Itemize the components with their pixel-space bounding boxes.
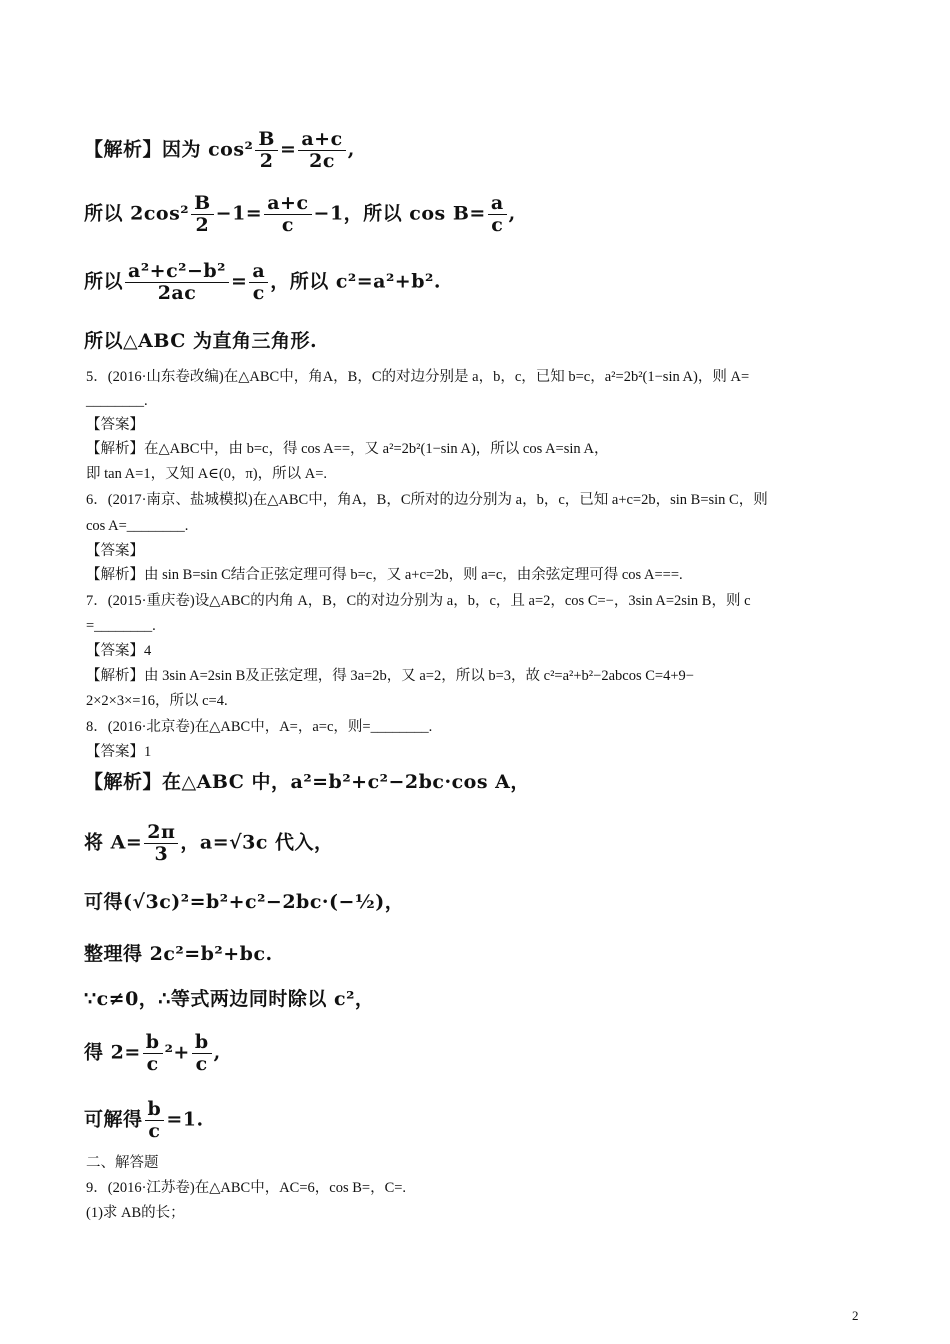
bold-line-5: 【解析】在△ABC 中，a²=b²+c²−2bc·cos A， [84,771,530,793]
fraction-den: c [195,1053,208,1075]
fraction-num: a+c [264,194,311,215]
bold-text: , [508,202,516,225]
fraction-num: 2π [144,823,178,844]
text-line: 【答案】1 [86,744,152,760]
bold-text: 得 2= [84,1041,141,1064]
bold-line-9: ∵c≠0，∴等式两边同时除以 c²， [84,988,375,1010]
text-line: 即 tan A=1，又知 A∈(0，π)，所以 A=. [86,466,328,482]
fraction-num: a [249,262,268,283]
bold-line-6 [84,823,334,864]
fraction-den: c [281,214,294,236]
bold-text: ²+ [164,1041,190,1064]
fraction [488,194,507,235]
text-line: =________. [86,618,156,634]
bold-line-7: 可得(√3c)²=b²+c²−2bc·(−½)， [84,891,405,913]
bold-line-10 [84,1033,221,1074]
text-line: (1)求 AB的长； [86,1205,185,1221]
section-heading: 二、解答题 [86,1155,159,1171]
fraction-den: 2 [259,150,274,172]
text-line: 2×2×3×=16，所以 c=4. [86,693,228,709]
fraction-den: c [148,1120,161,1142]
text-line: 【解析】由 3sin A=2sin B及正弦定理，得 3a=2b，又 a=2，所以 b=3，故 c²=a²+b²−2abcos C=4+9− [86,668,694,684]
fraction-den: 2c [309,150,335,172]
bold-text: 将 A= [84,831,143,854]
text-line: 6．(2017·南京、盐城模拟)在△ABC中，角A，B，C所对的边分别为 a，b，c，已知 a+c=2b，sin B=sin C，则 [86,492,768,508]
fraction-num: b [192,1033,212,1054]
text-line: cos A=________. [86,518,189,534]
fraction [125,262,229,303]
text-line: 9．(2016·江苏卷)在△ABC中，AC=6，cos B=，C=. [86,1180,407,1196]
fraction [143,1033,163,1074]
bold-text: 【解析】因为 cos² [84,138,254,161]
bold-line-2 [84,194,516,235]
text-line: 【解析】由 sin B=sin C结合正弦定理可得 b=c，又 a+c=2b，则 a=c，由余弦定理可得 cos A===. [86,567,683,583]
bold-text: = [279,138,297,161]
fraction [298,130,345,171]
bold-text: 可解得 [84,1108,143,1131]
fraction-num: a²+c²−b² [125,262,229,283]
bold-line-11 [84,1100,204,1141]
bold-text: =1. [166,1108,204,1131]
fraction-den: 2 [195,214,210,236]
fraction [249,262,268,303]
fraction-den: c [146,1053,159,1075]
fraction-den: 3 [154,843,169,865]
text-line: 【答案】 [86,543,144,559]
fraction-den: 2ac [157,282,197,304]
fraction-num: a+c [298,130,345,151]
text-line: 【答案】 [86,417,144,433]
fraction [255,130,278,171]
text-line: 5．(2016·山东卷改编)在△ABC中，角A，B，C的对边分别是 a，b，c，已知 b=c，a²=2b²(1−sin A)，则 A= [86,369,750,385]
fraction-num: b [143,1033,163,1054]
fraction [145,1100,165,1141]
text-line: 7．(2015·重庆卷)设△ABC的内角 A，B，C的对边分别为 a，b，c，且 a=2，cos C=−，3sin A=2sin B，则 c [86,593,751,609]
text-line: 【解析】在△ABC中，由 b=c，得 cos A==，又 a²=2b²(1−sin A)，所以 cos A=sin A， [86,441,609,457]
bold-text: 所以 2cos² [84,202,190,225]
fraction [192,1033,212,1074]
text-line: ________. [86,393,148,409]
bold-line-1 [84,130,355,171]
fraction-num: b [145,1100,165,1121]
text-line: 8．(2016·北京卷)在△ABC中，A=，a=c，则=________. [86,719,433,735]
bold-line-4: 所以△ABC 为直角三角形. [84,330,318,352]
bold-text: ，a=√3c 代入， [180,831,334,854]
bold-text: 所以 [84,270,124,293]
bold-line-3 [84,262,441,303]
bold-text: = [231,270,248,293]
fraction [191,194,214,235]
bold-line-8: 整理得 2c²=b²+bc. [84,943,273,965]
text-line: 【答案】4 [86,643,152,659]
fraction-num: a [488,194,507,215]
bold-text: , [213,1041,221,1064]
bold-text: , [347,138,355,161]
page-number: 2 [852,1308,859,1323]
fraction-num: B [255,130,278,151]
fraction-den: c [252,282,265,304]
fraction [144,823,178,864]
bold-text: ，所以 c²=a²+b². [270,270,441,293]
bold-text: −1= [215,202,263,225]
fraction-den: c [491,214,504,236]
bold-text: −1，所以 cos B= [313,202,486,225]
fraction [264,194,311,235]
fraction-num: B [191,194,214,215]
